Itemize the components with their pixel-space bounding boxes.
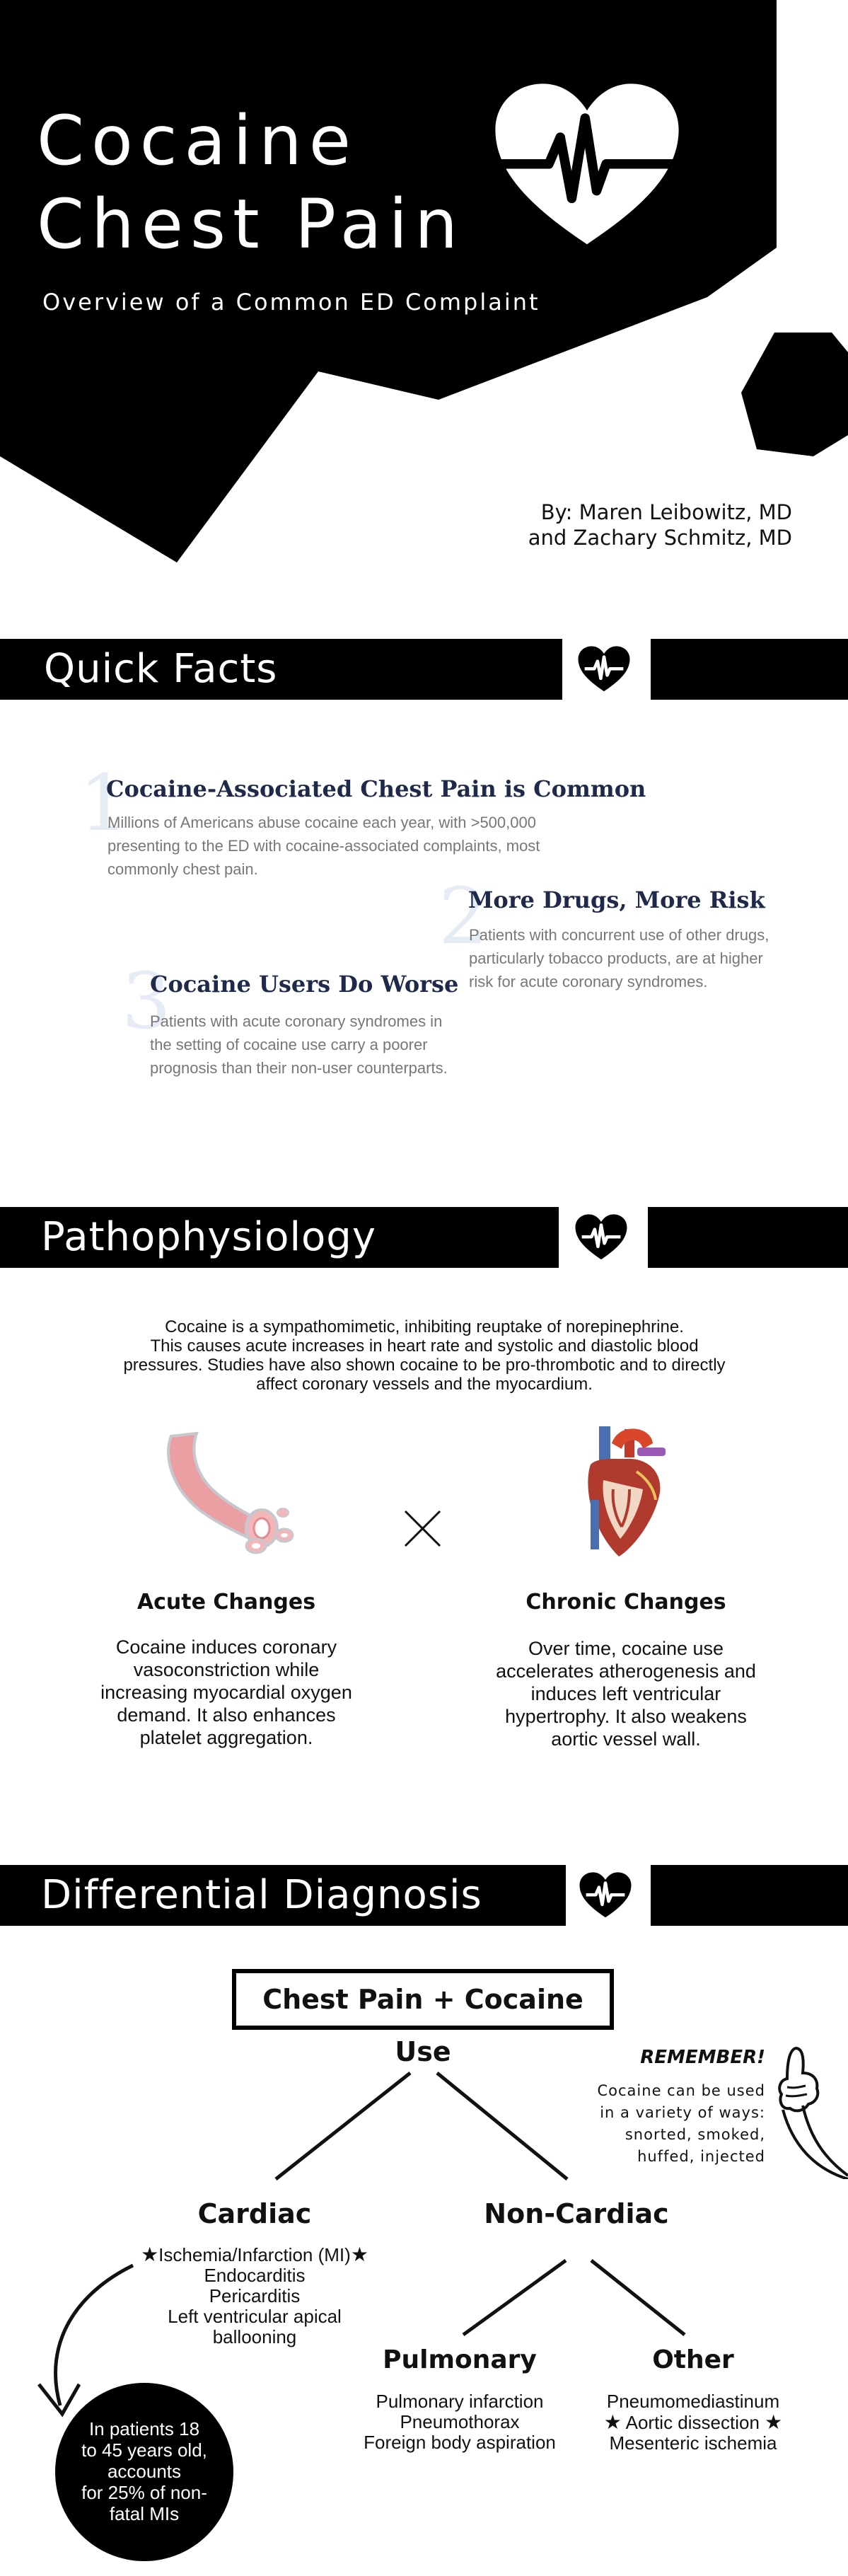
acute-changes-text: Cocaine induces coronary vasoconstriction while increasing myocardial oxygen demand. It also enhances platelet aggregation. <box>100 1636 352 1748</box>
fact-text-1: Millions of Americans abuse cocaine each year, with >500,000 presenting to the ED with cocaine-associated complaints, most commonly chest pain. <box>108 814 540 878</box>
other-list: Pneumomediastinum ★ Aortic dissection ★ Mesenteric ischemia <box>580 2391 806 2454</box>
star-icon: ★ <box>141 2243 159 2265</box>
cardiac-heading: Cardiac <box>197 2198 312 2229</box>
differential-diagnosis-banner <box>0 1865 848 1926</box>
header-background <box>0 0 848 566</box>
blood-vessel-illustration <box>156 1429 301 1560</box>
x-divider-icon <box>403 1509 442 1548</box>
fact-title-3: Cocaine Users Do Worse <box>150 971 459 998</box>
heart-icon <box>579 1869 632 1922</box>
fact-title-2: More Drugs, More Risk <box>468 886 765 913</box>
heart-icon <box>577 642 631 696</box>
fact-text-2: Patients with concurrent use of other drugs, particularly tobacco products, are at higher risk for acute coronary syndromes. <box>469 926 769 990</box>
other-heading: Other <box>652 2345 734 2374</box>
fact-text-3: Patients with acute coronary syndromes in the setting of cocaine use carry a poorer prognosis than their non-user counterparts. <box>150 1012 448 1077</box>
chronic-changes-text: Over time, cocaine use accelerates atherogenesis and induces left ventricular hypertrophy. It also weakens aortic vessel wall. <box>496 1638 756 1750</box>
star-icon: ★ <box>603 2411 622 2433</box>
non-cardiac-heading: Non-Cardiac <box>484 2198 669 2229</box>
pointing-hand-icon <box>774 2045 848 2179</box>
acute-changes-title: Acute Changes <box>137 1590 316 1615</box>
page-title <box>37 99 465 266</box>
chest-pain-cocaine-use-box: Chest Pain + Cocaine Use <box>232 1969 614 2030</box>
title-line-1: Cocaine <box>37 101 358 180</box>
chronic-changes-title: Chronic Changes <box>525 1590 726 1615</box>
quick-facts-banner <box>0 639 848 700</box>
cardiac-list: ★Ischemia/Infarction (MI)★ Endocarditis Pericarditis Left ventricular apical ballooning <box>113 2244 396 2347</box>
heartbeat-heart-icon <box>492 79 683 253</box>
remember-text: Cocaine can be used in a variety of ways: snorted, smoked, huffed, injected <box>597 2082 765 2165</box>
other-item-aortic-dissection: ★ Aortic dissection ★ <box>603 2411 783 2433</box>
mi-statistic-callout: In patients 18 to 45 years old, accounts for 25% of non- fatal MIs <box>55 2383 233 2561</box>
cardiac-item-mi: ★Ischemia/Infarction (MI)★ <box>141 2243 368 2265</box>
fact-title-1: Cocaine-Associated Chest Pain is Common <box>106 775 646 802</box>
pulmonary-list: Pulmonary infarction Pneumothorax Foreign body aspiration <box>364 2391 556 2453</box>
fact-number-2: 2 <box>438 871 488 961</box>
page-subtitle: Overview of a Common ED Complaint <box>42 289 540 316</box>
section-heading-differential-diagnosis: Differential Diagnosis <box>41 1872 482 1918</box>
star-icon: ★ <box>765 2411 783 2433</box>
star-icon: ★ <box>350 2243 368 2265</box>
pulmonary-heading: Pulmonary <box>383 2345 537 2374</box>
pathophysiology-banner <box>0 1207 848 1268</box>
hexagon-shape <box>741 333 848 456</box>
remember-heading: REMEMBER! <box>640 2047 765 2068</box>
title-line-2: Chest Pain <box>37 185 465 264</box>
fact-number-1: 1 <box>79 758 129 848</box>
heart-anatomy-illustration <box>569 1422 675 1567</box>
heart-icon <box>574 1211 628 1264</box>
authors: By: Maren Leibowitz, MD and Zachary Schmitz, MD <box>528 500 792 550</box>
fact-number-3: 3 <box>122 956 171 1046</box>
section-heading-quick-facts: Quick Facts <box>44 646 278 692</box>
pathophysiology-intro: Cocaine is a sympathomimetic, inhibiting reuptake of norepinephrine. This causes acute increases in heart rate and systolic and diastolic blood pressures. Studies have also shown cocaine to be pro-thrombotic and to directly affect coronary vessels and the myocardium. <box>123 1317 726 1394</box>
section-heading-pathophysiology: Pathophysiology <box>41 1214 376 1260</box>
